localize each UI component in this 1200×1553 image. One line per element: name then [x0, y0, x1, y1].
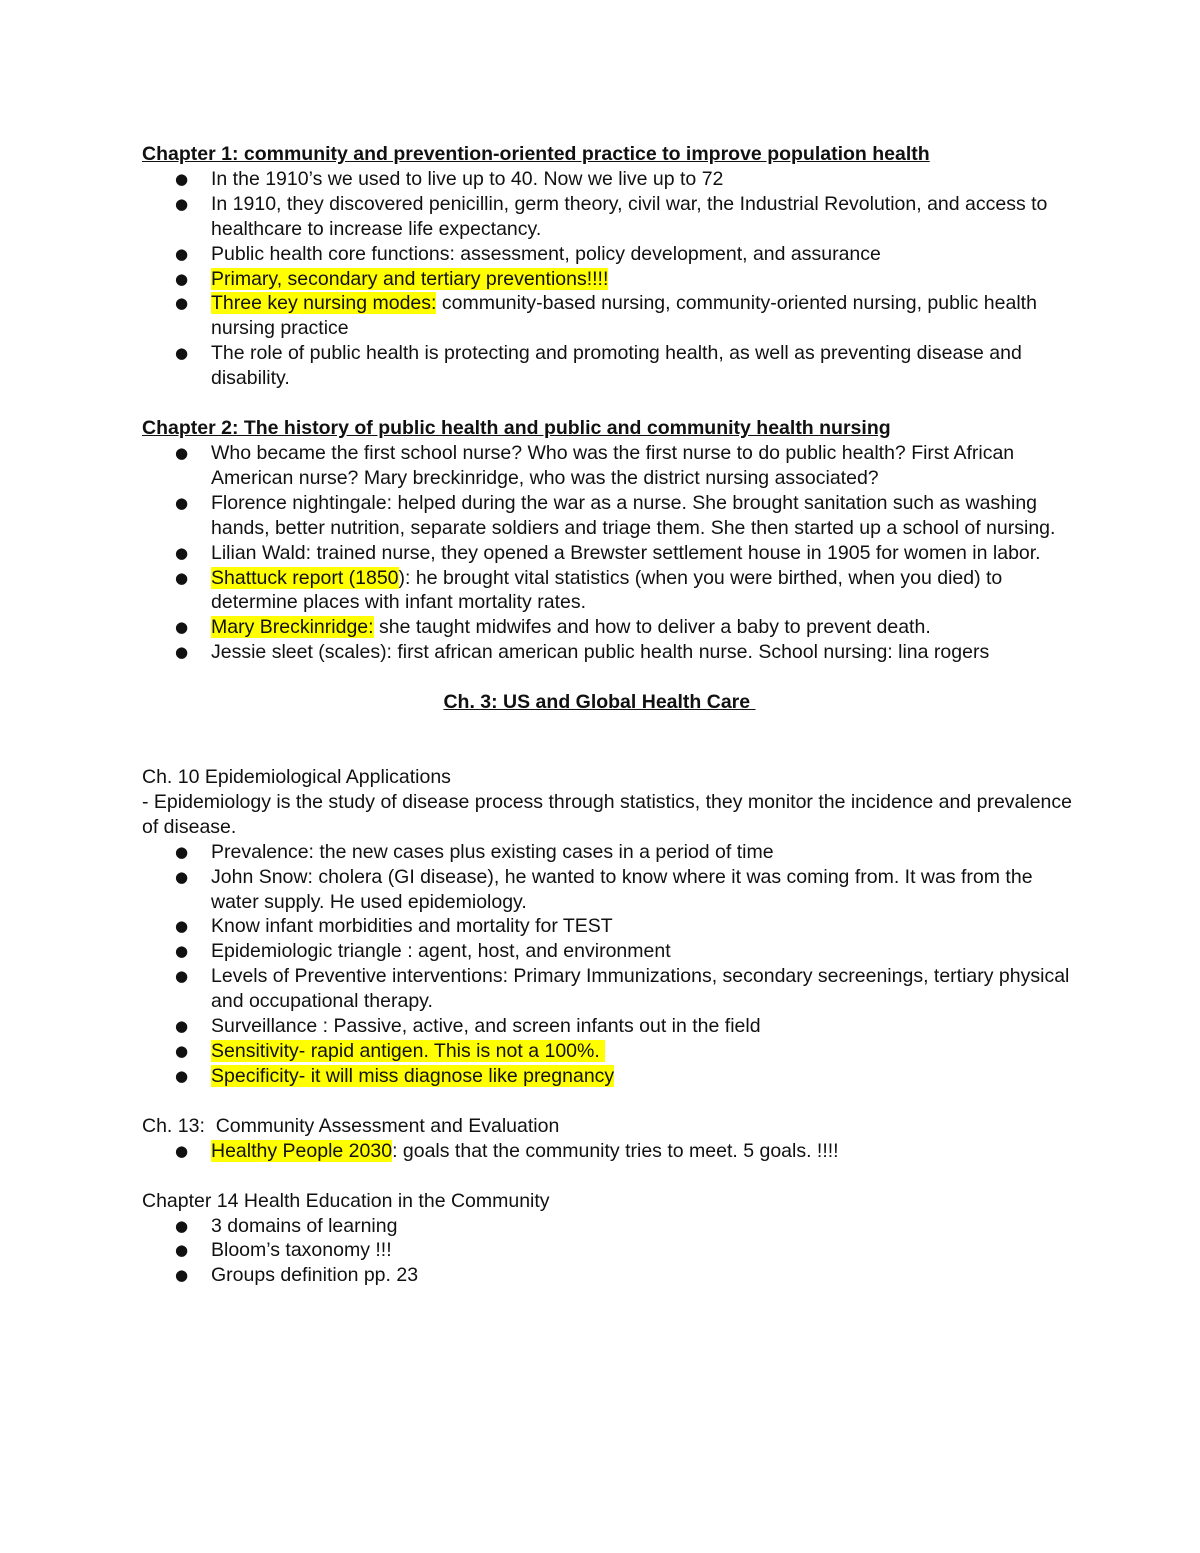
- list-item-text: Who became the first school nurse? Who was the first nurse to do public health? First African American nurse? Mary breckinridge, who was the district nursing associated?: [211, 441, 1015, 489]
- spacer: [142, 391, 1072, 416]
- bullet-icon: ●: [175, 1141, 189, 1160]
- list-item: [142, 865, 1072, 915]
- list-item-text: The role of public health is protecting and promoting health, as well as preventing disease and disability.: [211, 342, 1022, 390]
- list-item: [142, 491, 1072, 541]
- list-item: [142, 840, 1072, 865]
- bullet-icon: ●: [175, 493, 189, 512]
- bullet-icon: ●: [175, 1241, 189, 1260]
- chapter10-title: Ch. 10 Epidemiological Applications: [142, 766, 451, 789]
- list-item-text: community-based nursing, community-oriented nursing, public health nursing practice: [211, 292, 1037, 340]
- highlighted-text: Specificity- it will miss diagnose like pregnancy: [211, 1064, 615, 1087]
- bullet-icon: ●: [175, 942, 189, 961]
- list-item: [142, 1139, 1072, 1164]
- bullet-icon: ●: [175, 842, 189, 861]
- list-item: [142, 1014, 1072, 1039]
- list-item-text: Lilian Wald: trained nurse, they opened a Brewster settlement house in 1905 for women in labor.: [211, 541, 1041, 564]
- chapter13-title: Ch. 13: Community Assessment and Evaluation: [142, 1114, 560, 1137]
- list-item: [142, 939, 1072, 964]
- list-item-text: 3 domains of learning: [211, 1214, 398, 1237]
- document-body: [142, 142, 1072, 1288]
- list-item: [142, 1238, 1072, 1263]
- bullet-icon: ●: [175, 867, 189, 886]
- highlighted-text: Sensitivity- rapid antigen. This is not a 100%.: [211, 1040, 606, 1062]
- chapter1-list: [142, 167, 1072, 391]
- list-item-text: : goals that the community tries to meet. 5 goals. !!!!: [392, 1139, 839, 1162]
- spacer: [142, 1089, 1072, 1114]
- list-item-text: John Snow: cholera (GI disease), he wanted to know where it was coming from. It was from the water supply. He used epidemiology.: [211, 865, 1033, 913]
- list-item-text: she taught midwifes and how to deliver a baby to prevent death.: [373, 616, 931, 639]
- highlighted-text: Healthy People 2030: [211, 1139, 393, 1162]
- list-item: [142, 1064, 1072, 1089]
- spacer: [142, 1164, 1072, 1189]
- chapter2-heading: Chapter 2: The history of public health and public and community health nursing: [142, 417, 891, 440]
- bullet-icon: ●: [175, 917, 189, 936]
- bullet-icon: ●: [175, 269, 189, 288]
- bullet-icon: ●: [175, 344, 189, 363]
- chapter3-heading: Ch. 3: US and Global Health Care: [443, 691, 756, 714]
- list-item-text: Levels of Preventive interventions: Primary Immunizations, secondary secreenings, tertiary physical and occupational therapy.: [211, 965, 1070, 1013]
- list-item: [142, 167, 1072, 192]
- list-item-text: Know infant morbidities and mortality for TEST: [211, 915, 613, 938]
- list-item-text: Epidemiologic triangle : agent, host, and environment: [211, 940, 671, 963]
- list-item: [142, 341, 1072, 391]
- list-item-text: Bloom’s taxonomy !!!: [211, 1239, 392, 1262]
- list-item-text: Groups definition pp. 23: [211, 1264, 419, 1287]
- chapter1-heading: Chapter 1: community and prevention-oriented practice to improve population health: [142, 143, 930, 165]
- bullet-icon: ●: [175, 618, 189, 637]
- list-item: [142, 1263, 1072, 1288]
- list-item: [142, 291, 1072, 341]
- spacer: [142, 665, 1072, 690]
- bullet-icon: ●: [175, 643, 189, 662]
- bullet-icon: ●: [175, 169, 189, 188]
- list-item: [142, 640, 1072, 665]
- list-item-text: Florence nightingale: helped during the war as a nurse. She brought sanitation such as washing hands, better nutrition, separate soldiers and triage them. She then started up a school of nursing.: [211, 491, 1056, 539]
- list-item: [142, 541, 1072, 566]
- bullet-icon: ●: [175, 244, 189, 263]
- highlighted-text: Three key nursing modes:: [211, 292, 437, 315]
- bullet-icon: ●: [175, 1017, 189, 1036]
- spacer: [142, 715, 1072, 765]
- highlighted-text: Mary Breckinridge:: [211, 616, 374, 639]
- bullet-icon: ●: [175, 568, 189, 587]
- chapter2-list: [142, 441, 1072, 665]
- list-item: [142, 441, 1072, 491]
- list-item: [142, 914, 1072, 939]
- list-item: [142, 242, 1072, 267]
- bullet-icon: ●: [175, 543, 189, 562]
- list-item: [142, 1039, 1072, 1064]
- bullet-icon: ●: [175, 1216, 189, 1235]
- bullet-icon: ●: [175, 194, 189, 213]
- list-item-text: In the 1910’s we used to live up to 40. Now we live up to 72: [211, 167, 724, 190]
- list-item-text: Prevalence: the new cases plus existing cases in a period of time: [211, 840, 774, 863]
- bullet-icon: ●: [175, 967, 189, 986]
- chapter10-list: [142, 840, 1072, 1089]
- bullet-icon: ●: [175, 1066, 189, 1085]
- chapter14-list: [142, 1214, 1072, 1289]
- list-item-text: Public health core functions: assessment, policy development, and assurance: [211, 242, 881, 265]
- bullet-icon: ●: [175, 1266, 189, 1285]
- bullet-icon: ●: [175, 443, 189, 462]
- highlighted-text: Shattuck report (1850: [211, 566, 399, 589]
- highlighted-text: Primary, secondary and tertiary preventions!!!!: [211, 267, 609, 290]
- list-item-text: In 1910, they discovered penicillin, germ theory, civil war, the Industrial Revolution, and access to healthcare to increase life expectancy.: [211, 192, 1048, 240]
- list-item: [142, 267, 1072, 292]
- chapter14-title: Chapter 14 Health Education in the Community: [142, 1189, 550, 1212]
- list-item: [142, 964, 1072, 1014]
- list-item-text: Jessie sleet (scales): first african american public health nurse. School nursing: lina rogers: [211, 641, 990, 664]
- list-item-text: Surveillance : Passive, active, and screen infants out in the field: [211, 1015, 761, 1038]
- list-item-text: ): he brought vital statistics (when you were birthed, when you died) to determine places with infant mortality rates.: [211, 566, 1003, 614]
- chapter13-list: [142, 1139, 1072, 1164]
- list-item: [142, 192, 1072, 242]
- list-item: [142, 566, 1072, 616]
- bullet-icon: ●: [175, 1042, 189, 1060]
- bullet-icon: ●: [175, 294, 189, 313]
- chapter10-intro: - Epidemiology is the study of disease process through statistics, they monitor the incidence and prevalence of disease.: [142, 790, 1073, 838]
- list-item: [142, 615, 1072, 640]
- list-item: [142, 1214, 1072, 1239]
